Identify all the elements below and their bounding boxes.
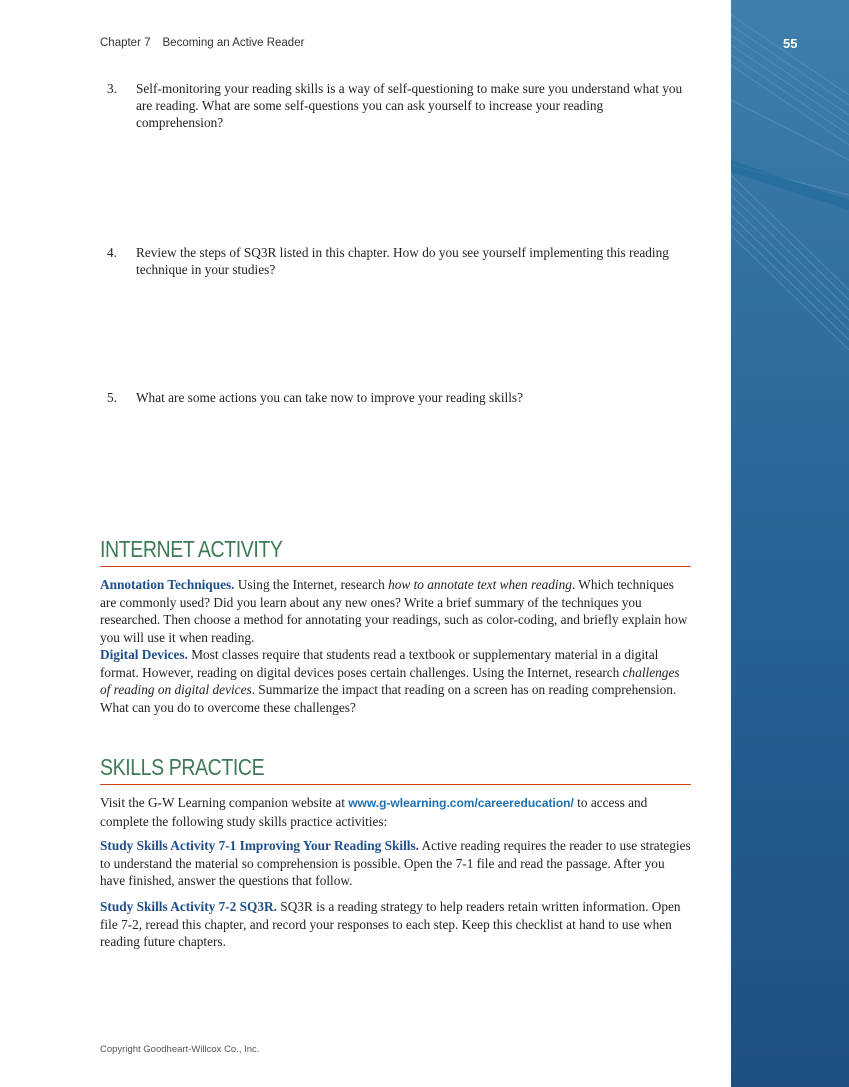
decorative-side-band bbox=[731, 0, 849, 1087]
activity-7-2-paragraph bbox=[100, 898, 692, 951]
italic-text: challenges of reading on digital devices bbox=[100, 664, 680, 697]
chapter-label: Chapter 7 bbox=[100, 37, 151, 49]
question-text: Self-monitoring your reading skills is a way of self-questioning to make sure you understand what you are reading. What are some self-questions you can ask yourself to increase your reading comprehension? bbox=[136, 81, 683, 130]
copyright-footer: Copyright Goodheart-Willcox Co., Inc. bbox=[100, 1044, 260, 1055]
text: Active reading requires the reader to use strategies to understand the material so comprehension is possible. Open the 7-1 file and read the passage. After you have finished, answer the questions that follow. bbox=[100, 838, 691, 888]
question-number: 3. bbox=[107, 81, 117, 96]
text: to access and complete the following study skills practice activities: bbox=[100, 795, 648, 829]
text: SQ3R is a reading strategy to help readers retain written information. Open file 7-2, reread this chapter, and record your responses to each step. Keep this checklist at hand to use when reading future chapters. bbox=[100, 899, 681, 949]
question-3 bbox=[107, 80, 687, 131]
page-number: 55 bbox=[783, 36, 798, 51]
text: . Which techniques are commonly used? Did you learn about any new ones? Write a brief summary of the techniques you researched. Then choose a method for annotating your readings, such as color-coding, and briefly explain how you will use it when reading. bbox=[100, 577, 688, 645]
text: Visit the G-W Learning companion website at bbox=[100, 795, 349, 810]
question-text: Review the steps of SQ3R listed in this chapter. How do you see yourself implementing this reading technique in your studies? bbox=[136, 245, 669, 277]
skills-intro-paragraph bbox=[100, 794, 692, 830]
text: Using the Internet, research bbox=[234, 577, 389, 592]
chapter-title: Becoming an Active Reader bbox=[162, 37, 305, 49]
question-number: 4. bbox=[107, 245, 117, 260]
question-5 bbox=[107, 389, 687, 406]
paragraph-lead: Study Skills Activity 7-1 Improving Your Reading Skills. bbox=[100, 838, 419, 853]
paragraph-lead: Annotation Techniques. bbox=[100, 577, 235, 592]
heading-rule bbox=[100, 784, 691, 785]
paragraph-lead: Study Skills Activity 7-2 SQ3R. bbox=[100, 899, 277, 914]
paragraph-lead: Digital Devices. bbox=[100, 647, 188, 662]
activity-7-1-paragraph bbox=[100, 837, 692, 890]
question-text: What are some actions you can take now to improve your reading skills? bbox=[136, 390, 523, 405]
companion-website-link[interactable]: www.g-wlearning.com/careereducation/ bbox=[348, 796, 574, 810]
running-header bbox=[100, 37, 304, 49]
heading-rule bbox=[100, 566, 691, 567]
text: . Summarize the impact that reading on a screen has on reading comprehension. What can you do to overcome these challenges? bbox=[100, 682, 677, 715]
wave-lines-decoration bbox=[731, 0, 849, 1087]
question-number: 5. bbox=[107, 390, 117, 405]
internet-activity-heading: INTERNET ACTIVITY bbox=[100, 536, 283, 562]
skills-practice-heading: SKILLS PRACTICE bbox=[100, 754, 265, 780]
digital-devices-paragraph bbox=[100, 646, 692, 716]
question-4 bbox=[107, 244, 687, 278]
italic-text: how to annotate text when reading bbox=[388, 577, 572, 592]
text: Most classes require that students read a textbook or supplementary material in a digital format. However, reading on digital devices poses certain challenges. Using the Internet, research bbox=[100, 647, 659, 680]
annotation-techniques-paragraph bbox=[100, 576, 692, 646]
